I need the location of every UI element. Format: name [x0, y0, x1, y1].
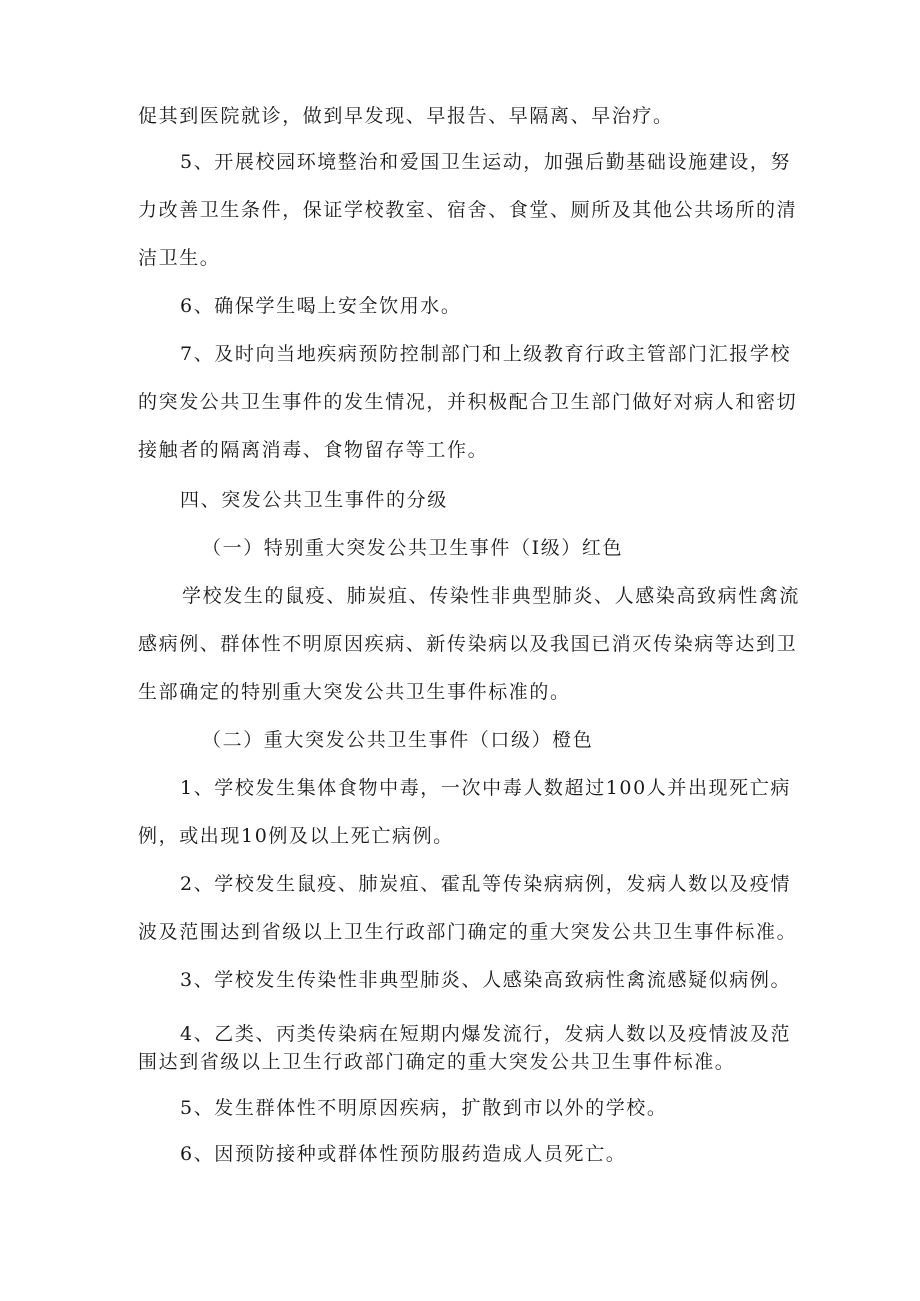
text-line: 3、学校发生传染性非典型肺炎、人感染高致病性禽流感疑似病例。 [180, 969, 792, 991]
text-line: 洁卫生。 [138, 247, 221, 269]
text-line: 5、开展校园环境整治和爱国卫生运动，加强后勤基础设施建设，努 [180, 151, 792, 173]
text-line: 力改善卫生条件，保证学校教室、宿舍、食堂、厕所及其他公共场所的清 [138, 199, 798, 221]
text-line: 生部确定的特别重大突发公共卫生事件标准的。 [138, 681, 571, 703]
text-line: 围达到省级以上卫生行政部门确定的重大突发公共卫生事件标准。 [138, 1051, 736, 1073]
subsection-heading: （一）特别重大突发公共卫生事件（I级）红色 [202, 537, 624, 559]
text-line: 4、乙类、丙类传染病在短期内爆发流行，发病人数以及疫情波及范 [180, 1023, 792, 1045]
text-line: 的突发公共卫生事件的发生情况，并积极配合卫生部门做好对病人和密切 [138, 391, 798, 413]
text-line: 1、学校发生集体食物中毒，一次中毒人数超过100人并出现死亡病 [180, 777, 791, 799]
text-line: 接触者的隔离消毒、食物留存等工作。 [138, 439, 489, 461]
subsection-heading: （二）重大突发公共卫生事件（口级）橙色 [202, 729, 594, 751]
text-line: 2、学校发生鼠疫、肺炭疽、霍乱等传染病病例，发病人数以及疫情 [180, 873, 792, 895]
text-line: 学校发生的鼠疫、肺炭疽、传染性非典型肺炎、人感染高致病性禽流 [182, 585, 801, 607]
text-line: 感病例、群体性不明原因疾病、新传染病以及我国已消灭传染病等达到卫 [138, 633, 798, 655]
text-line: 7、及时向当地疾病预防控制部门和上级教育行政主管部门汇报学校 [180, 343, 792, 365]
text-line: 例，或出现10例及以上死亡病例。 [138, 825, 454, 847]
text-line: 6、因预防接种或群体性预防服药造成人员死亡。 [180, 1143, 627, 1165]
text-line: 6、确保学生喝上安全饮用水。 [180, 295, 462, 317]
section-heading: 四、突发公共卫生事件的分级 [180, 489, 448, 511]
text-line: 5、发生群体性不明原因疾病，扩散到市以外的学校。 [180, 1097, 668, 1119]
text-line: 波及范围达到省级以上卫生行政部门确定的重大突发公共卫生事件标准。 [138, 921, 798, 943]
text-line: 促其到医院就诊，做到早发现、早报告、早隔离、早治疗。 [138, 105, 674, 127]
